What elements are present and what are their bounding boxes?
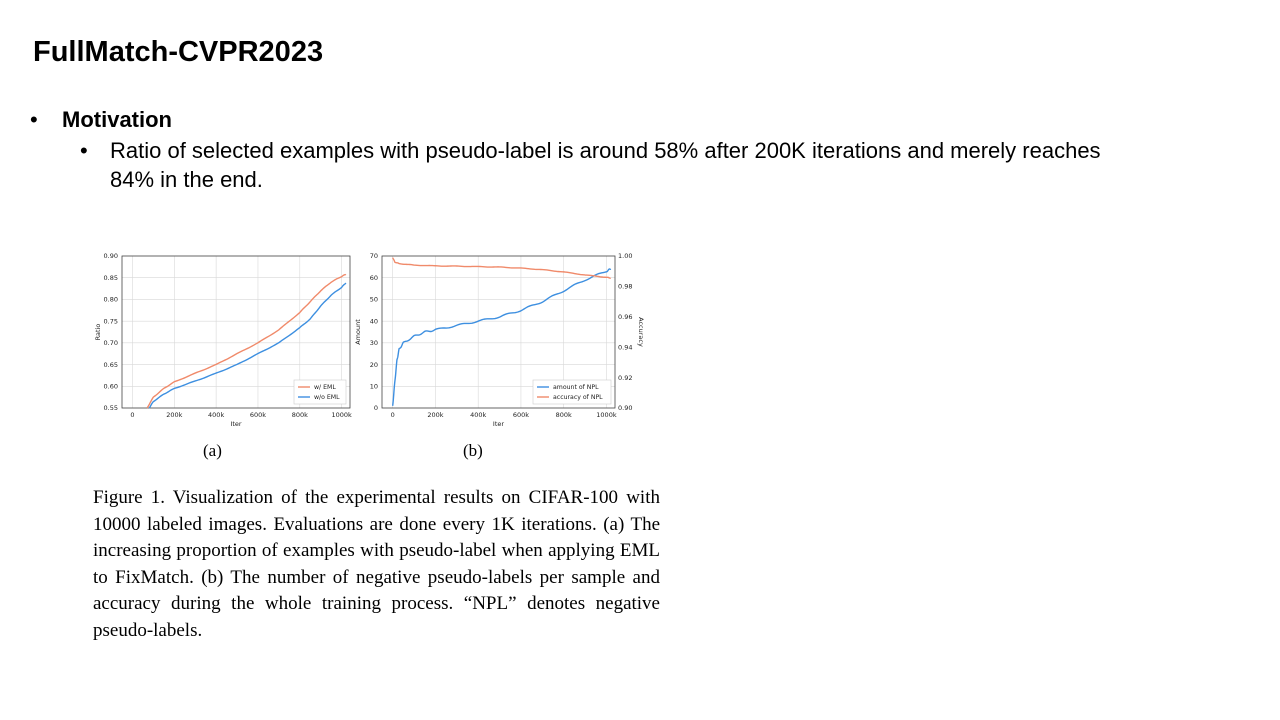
bullet-ratio-text: Ratio of selected examples with pseudo-label is around 58% after 200K iterations and merely reaches 84% in the end. [110,138,1101,192]
chart-b-y2-axis-label: Accuracy [637,317,645,347]
slide-title: FullMatch-CVPR2023 [33,36,324,68]
chart-a-y-tick-label: 0.90 [103,252,118,261]
subfigure-label-a: (a) [203,441,222,460]
chart-b-y-tick-label: 70 [369,252,378,261]
bullet-dot: • [30,107,38,132]
chart-b-y-tick-label: 60 [369,273,378,282]
chart-b-series-accuracy-of-npl [393,258,611,279]
chart-b-y2-tick-label: 0.94 [618,343,633,352]
chart-a-y-tick-label: 0.65 [103,360,118,369]
chart-b-y-axis-label: Amount [354,319,362,345]
chart-a-x-tick-label: 200k [166,411,183,419]
chart-a-x-tick-label: 1000k [331,411,352,419]
figure-charts [90,248,670,458]
figure [90,248,670,458]
figure-caption: Figure 1. Visualization of the experimental results on CIFAR-100 with 10000 labeled images. Evaluations are done every 1K iterations. (a) The increasing proportion of examples with pseudo-label when applying EML to FixMatch. (b) The number of negative pseudo-labels per sample and accuracy during the whole training process. “NPL” denotes negative pseudo-labels. [93,487,660,641]
chart-a-legend-entry: w/ EML [314,384,336,392]
chart-a-x-tick-label: 800k [291,411,308,419]
chart-b-x-tick-label: 400k [470,411,487,419]
chart-b-y2-tick-label: 1.00 [618,252,633,261]
chart-b-y-tick-label: 10 [369,382,378,391]
chart-b-y2-tick-label: 0.92 [618,373,633,382]
chart-b-y2-tick-label: 0.98 [618,282,633,291]
chart-b-y2-tick-label: 0.90 [618,404,633,413]
bullet-motivation-text: Motivation [62,107,172,132]
subfigure-label-b: (b) [463,441,483,460]
chart-a-y-tick-label: 0.55 [103,404,118,413]
chart-a-y-tick-label: 0.75 [103,317,118,326]
chart-a-y-tick-label: 0.70 [103,339,118,348]
chart-b-x-tick-label: 1000k [596,411,617,419]
chart-a-y-tick-label: 0.85 [103,273,118,282]
chart-a-legend-entry: w/o EML [314,394,340,402]
chart-b-y-tick-label: 20 [369,360,378,369]
chart-b-legend-entry: amount of NPL [553,384,599,392]
chart-b-y-tick-label: 40 [369,317,378,326]
chart-b-x-tick-label: 200k [427,411,444,419]
chart-b-y-tick-label: 0 [373,404,378,413]
chart-a-x-axis-label: Iter [230,420,242,428]
chart-a-x-tick-label: 400k [208,411,225,419]
chart-b-y-tick-label: 30 [369,339,378,348]
bullet-motivation [30,105,1230,135]
chart-b-y2-tick-label: 0.96 [618,313,633,321]
chart-a-y-tick-label: 0.60 [103,382,118,391]
chart-b-legend-entry: accuracy of NPL [553,394,603,402]
chart-b-x-tick-label: 600k [512,411,530,419]
chart-a-x-tick-label: 600k [249,411,267,419]
chart-a-x-tick-label: 0 [130,411,135,419]
chart-a-y-tick-label: 0.80 [103,295,118,304]
bullet-ratio [80,136,1150,194]
chart-b-x-tick-label: 0 [390,411,395,419]
chart-a-y-axis-label: Ratio [94,323,102,341]
chart-b-x-axis-label: Iter [492,420,505,428]
bullet-dot: • [80,138,88,163]
chart-b-x-tick-label: 800k [555,411,572,419]
chart-b-y-tick-label: 50 [369,295,378,304]
bullet-list [30,105,1230,194]
